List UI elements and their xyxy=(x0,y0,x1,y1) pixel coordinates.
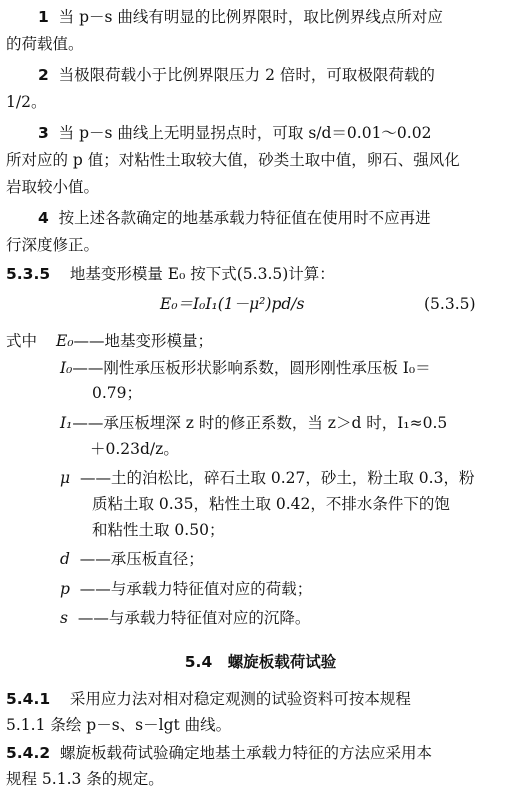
symbol-desc-cont: 0.79； xyxy=(92,384,143,402)
item-1-line-1 xyxy=(38,6,521,28)
symbol-desc: ——地基变形模量； xyxy=(73,332,214,350)
clause-text: 螺旋板载荷试验确定地基土承载力特征的方法应采用本 xyxy=(60,744,433,762)
item-text: 所对应的 p 值；对粘性土取较大值，砂类土取中值，卵石、强风化 xyxy=(6,151,460,169)
item-number: 3 xyxy=(38,124,49,142)
item-4-line-2 xyxy=(6,234,521,256)
clause-number: 5.4.2 xyxy=(6,744,51,762)
item-3-line-1 xyxy=(38,122,521,144)
item-text: 的荷载值。 xyxy=(6,35,84,53)
symbol-desc: ——刚性承压板形状影响系数，圆形刚性承压板 I₀＝ xyxy=(72,359,431,377)
symbol: d xyxy=(60,550,70,568)
symbol-desc: ——承压板埋深 z 时的修正系数，当 z＞d 时，I₁≈0.5 xyxy=(72,414,448,432)
symbol-row xyxy=(60,607,521,629)
item-text: 按上述各款确定的地基承载力特征值在使用时不应再进 xyxy=(58,209,431,227)
clause-number: 5.4.1 xyxy=(6,690,51,708)
clause-5-3-5 xyxy=(6,263,521,285)
clause-text: 采用应力法对相对稳定观测的试验资料可按本规程 xyxy=(69,690,411,708)
item-1-line-2 xyxy=(6,33,521,55)
symbol-desc: ——承压板直径； xyxy=(79,550,204,568)
item-3-line-3 xyxy=(6,176,521,198)
item-text: 当 p－s 曲线上无明显拐点时，可取 s/d＝0.01～0.02 xyxy=(58,124,432,142)
clause-5-4-2-line-2: 规程 5.1.3 条的规定。 xyxy=(6,770,164,788)
item-4-line-1 xyxy=(38,207,521,229)
item-text: 当极限荷载小于比例界限压力 2 倍时，可取极限荷载的 xyxy=(58,66,435,84)
item-number: 1 xyxy=(38,8,49,26)
formula-expression: E₀＝I₀I₁(1－μ²)pd/s xyxy=(160,295,305,313)
item-3-line-2 xyxy=(6,149,521,171)
symbol-desc: ——与承载力特征值对应的沉降。 xyxy=(77,609,311,627)
clause-text: 地基变形模量 E₀ 按下式(5.3.5)计算： xyxy=(69,265,335,283)
clause-5-4-1-line-2: 5.1.1 条绘 p－s、s－lgt 曲线。 xyxy=(6,716,232,734)
section-heading: 5.4 螺旋板载荷试验 xyxy=(184,653,337,671)
symbol-desc-cont: ＋0.23d/z。 xyxy=(90,440,179,458)
symbol: p xyxy=(60,580,70,598)
symbol-desc: ——与承载力特征值对应的荷载； xyxy=(79,580,313,598)
item-2-line-1 xyxy=(38,64,521,86)
clause-5-4-2-line-1 xyxy=(6,742,521,764)
item-2-line-2 xyxy=(6,91,521,113)
symbols-intro: 式中 xyxy=(6,332,38,350)
symbol-row xyxy=(60,357,521,379)
symbol: I₀ xyxy=(60,359,73,377)
formula-tag: (5.3.5) xyxy=(424,295,476,313)
symbol-desc-cont: 和粘性土取 0.50； xyxy=(92,521,225,539)
symbol: μ xyxy=(60,469,71,487)
symbol-row xyxy=(56,330,521,352)
symbol-desc: ——土的泊松比，碎石土取 0.27，砂土，粉土取 0.3，粉 xyxy=(79,469,475,487)
symbol-row xyxy=(60,548,521,570)
symbol-desc-cont: 质粘土取 0.35，粘性土取 0.42，不排水条件下的饱 xyxy=(92,495,450,513)
item-text: 行深度修正。 xyxy=(6,236,100,254)
symbol: s xyxy=(60,609,68,627)
item-text: 岩取较小值。 xyxy=(6,178,100,196)
symbol-row xyxy=(60,412,521,434)
formula xyxy=(160,293,360,315)
symbol: I₁ xyxy=(60,414,73,432)
item-number: 4 xyxy=(38,209,49,227)
item-text: 当 p－s 曲线有明显的比例界限时，取比例界线点所对应 xyxy=(58,8,443,26)
symbol-row xyxy=(60,467,521,489)
item-number: 2 xyxy=(38,66,49,84)
clause-number: 5.3.5 xyxy=(6,265,51,283)
symbol-row xyxy=(60,578,521,600)
clause-5-4-1-line-1 xyxy=(6,688,521,710)
item-text: 1/2。 xyxy=(6,93,47,111)
symbol: E₀ xyxy=(56,332,74,350)
